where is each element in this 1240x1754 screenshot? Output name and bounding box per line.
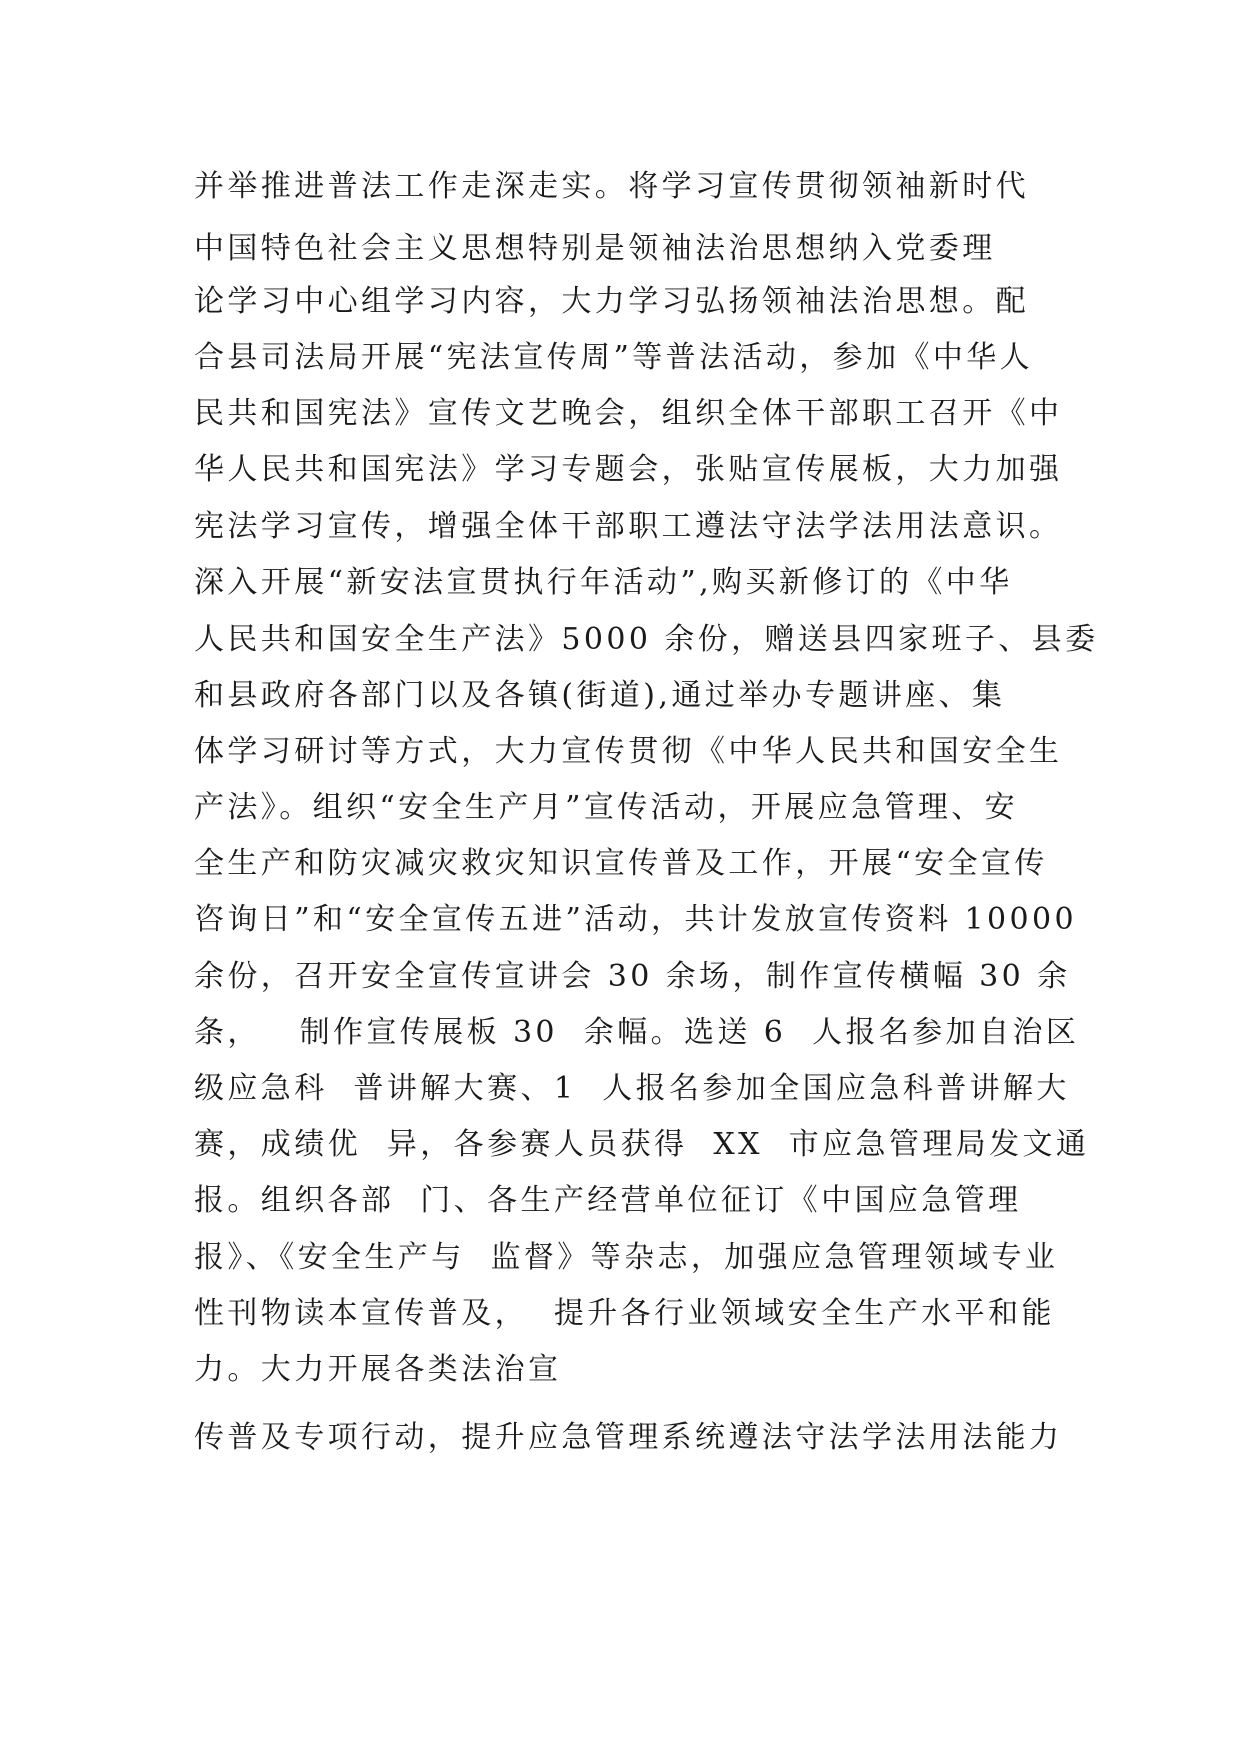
text-line: 体学习研讨等方式，大力宣传贯彻《中华人民共和国安全生	[194, 734, 1063, 769]
text-line: 力。大力开展各类法治宣	[194, 1352, 562, 1387]
text-line: 报》、《安全生产与 监督》等杂志，加强应急管理领域专业	[194, 1240, 1059, 1275]
text-line: 中国特色社会主义思想特别是领袖法治思想纳入党委理	[194, 231, 996, 266]
text-line: 传普及专项行动，提升应急管理系统遵法守法学法用法能力	[194, 1420, 1063, 1455]
text-line: 咨询日”和“安全宣传五进”活动，共计发放宣传资料 10000	[194, 902, 1077, 937]
text-line: 全生产和防灾减灾救灾知识宣传普及工作，开展“安全宣传	[194, 846, 1048, 881]
text-line: 华人民共和国宪法》学习专题会，张贴宣传展板，大力加强	[194, 452, 1063, 487]
text-line: 条， 制作宣传展板 30 余幅。选送 6 人报名参加自治区	[194, 1015, 1080, 1050]
text-line: 赛，成绩优 异，各参赛人员获得 XX 市应急管理局发文通	[194, 1127, 1090, 1162]
text-line: 报。组织各部 门、各生产经营单位征订《中国应急管理	[194, 1183, 1022, 1218]
text-line: 民共和国宪法》宣传文艺晚会，组织全体干部职工召开《中	[194, 396, 1063, 431]
text-line: 并举推进普法工作走深走实。将学习宣传贯彻领袖新时代	[194, 169, 1029, 204]
text-line: 合县司法局开展“宪法宣传周”等普法活动，参加《中华人	[194, 340, 1034, 375]
text-line: 和县政府各部门以及各镇(街道),通过举办专题讲座、集	[194, 678, 1006, 713]
text-line: 性刊物读本宣传普及， 提升各行业领域安全生产水平和能	[194, 1296, 1055, 1331]
text-line: 余份，召开安全宣传宣讲会 30 余场，制作宣传横幅 30 余	[194, 959, 1071, 994]
text-line: 深入开展“新安法宣贯执行年活动”,购买新修订的《中华	[194, 565, 1013, 600]
text-line: 级应急科 普讲解大赛、1 人报名参加全国应急科普讲解大	[194, 1071, 1070, 1106]
text-line: 宪法学习宣传，增强全体干部职工遵法守法学法用法意识。	[194, 509, 1063, 544]
text-line: 产法》。组织“安全生产月”宣传活动，开展应急管理、安	[194, 790, 1019, 825]
text-line: 论学习中心组学习内容，大力学习弘扬领袖法治思想。配	[194, 284, 1029, 319]
text-line: 人民共和国安全生产法》5000 余份，赠送县四家班子、县委	[194, 622, 1099, 657]
